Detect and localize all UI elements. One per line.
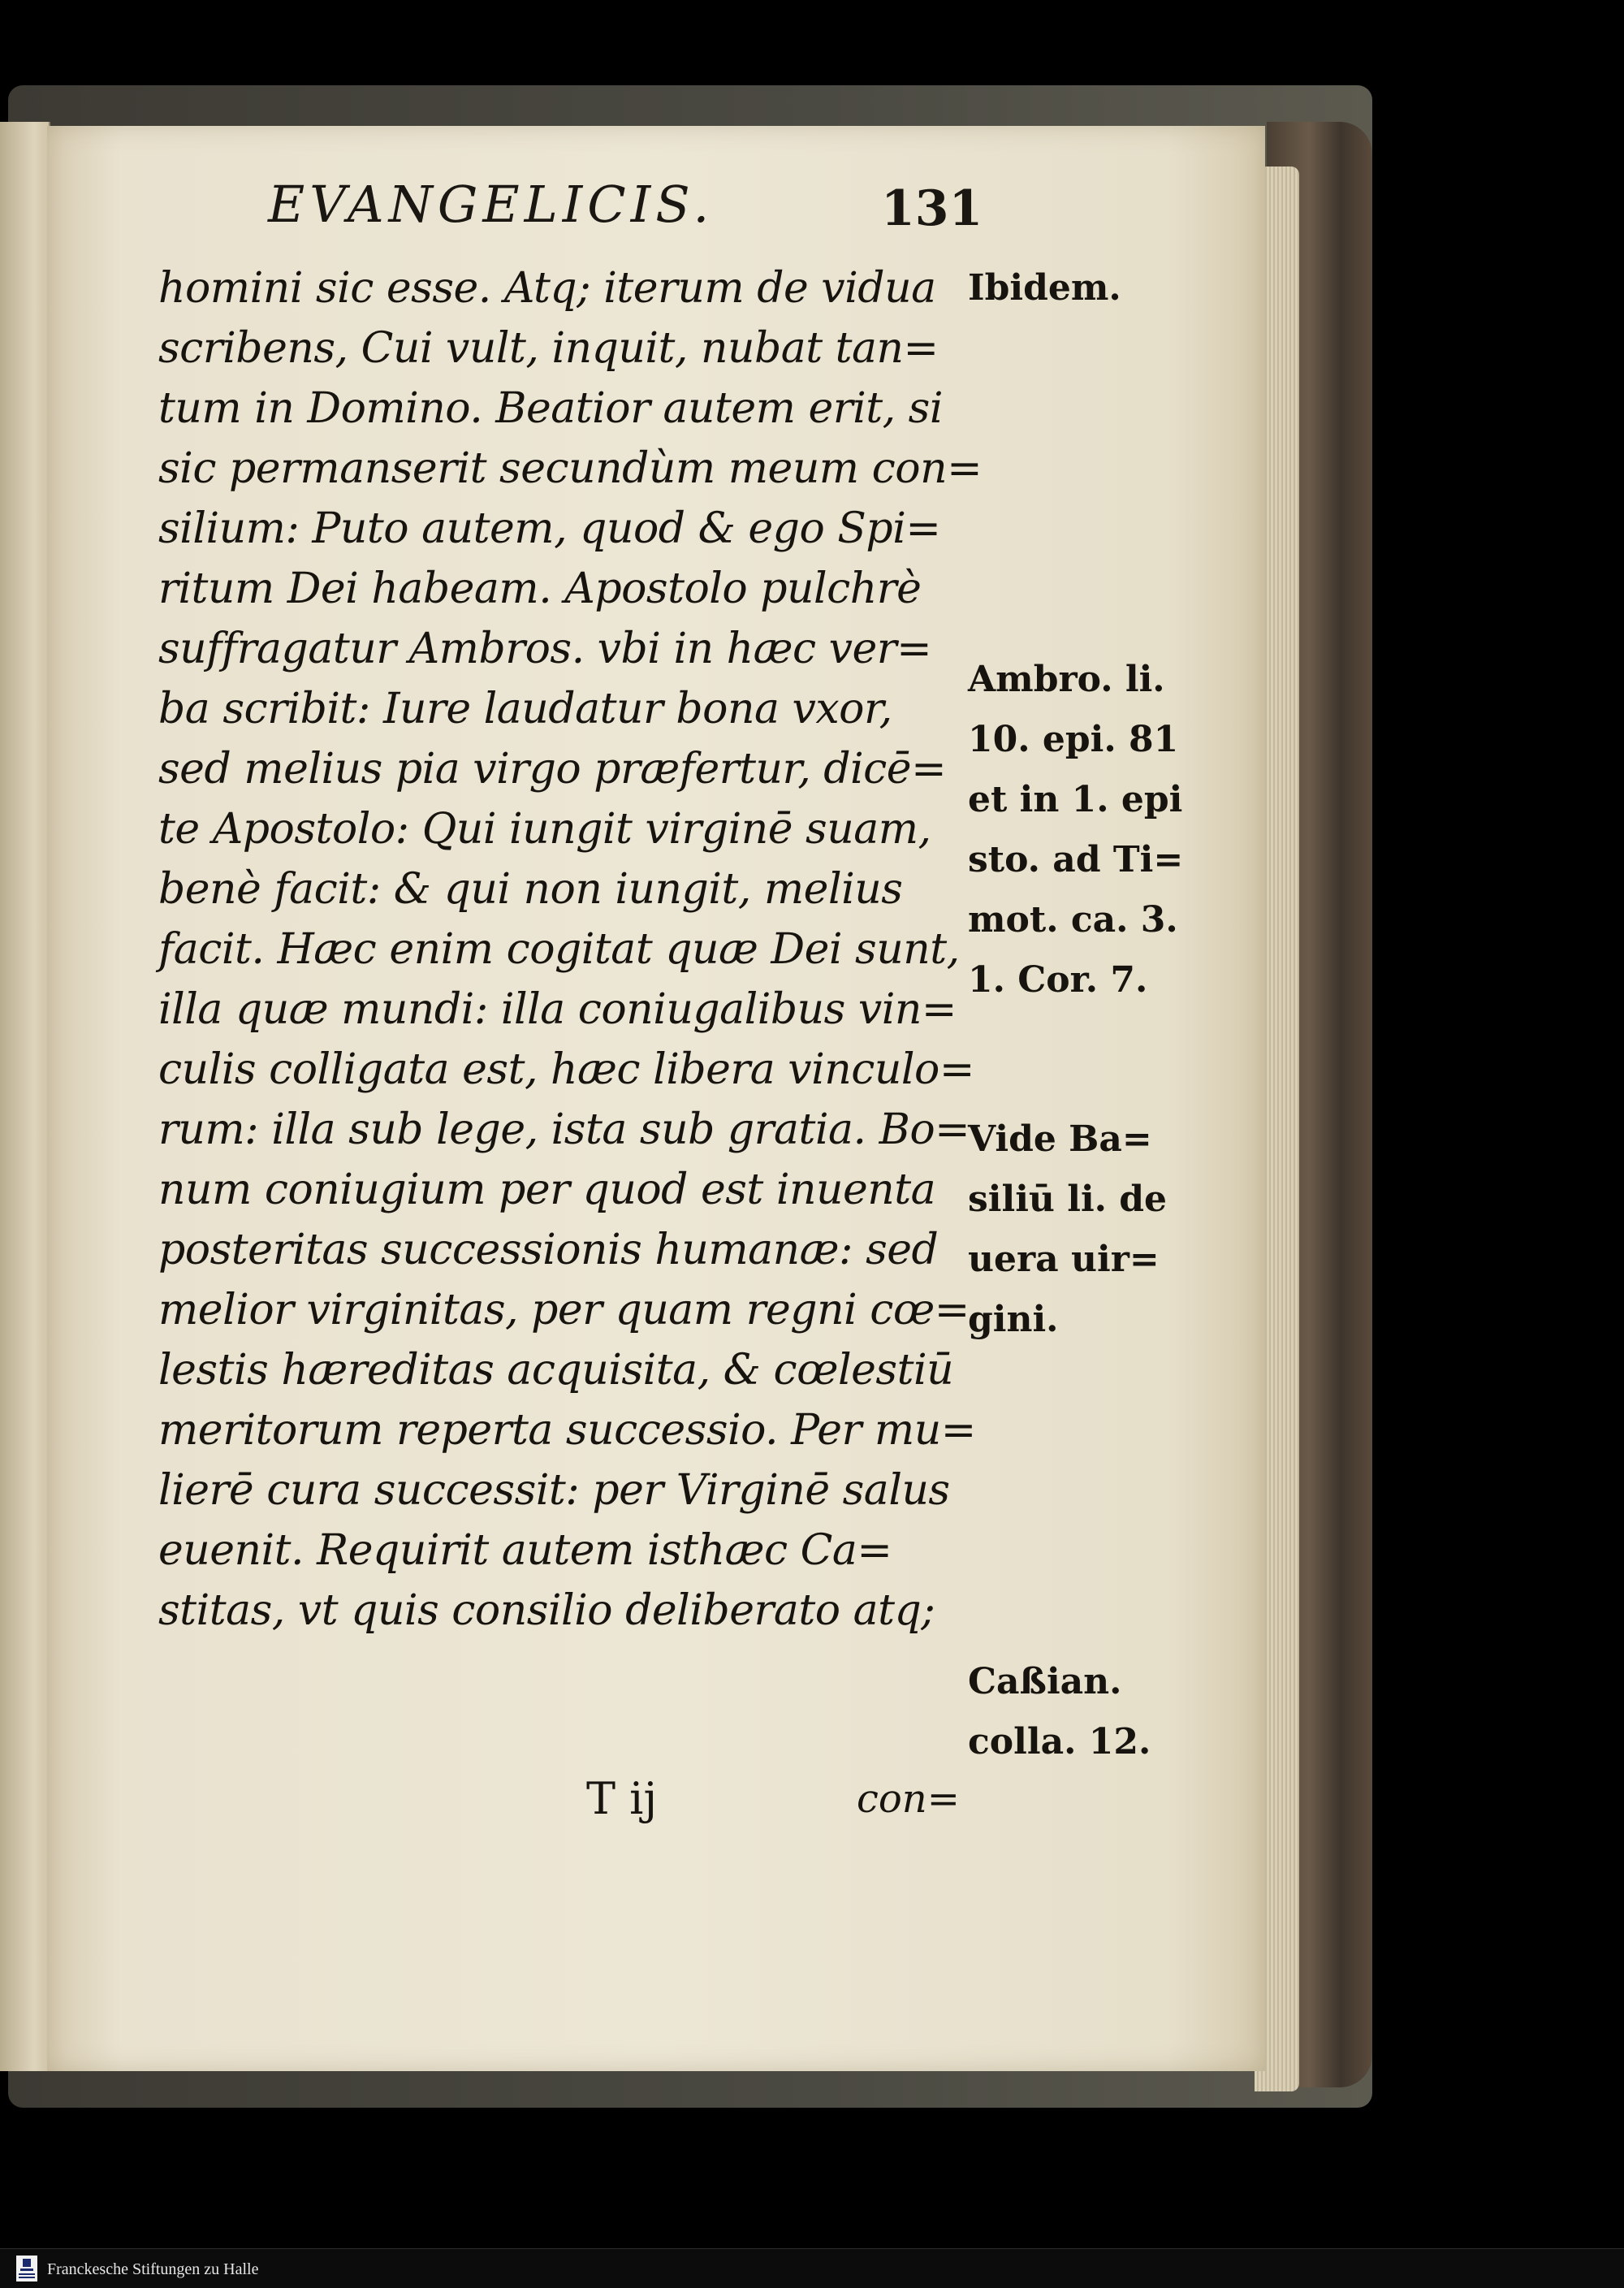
text-line: melior virginitas, per quam regni cœ= xyxy=(158,1286,970,1334)
catchword: con= xyxy=(857,1776,960,1822)
margin-note-line: Ibidem. xyxy=(968,267,1121,309)
margin-note-line: Ambro. li. xyxy=(968,659,1165,700)
margin-note-ibidem xyxy=(968,258,1203,318)
footer-credit: Franckesche Stiftungen zu Halle xyxy=(47,2260,259,2278)
margin-note-line: 1. Cor. 7. xyxy=(968,959,1148,1001)
text-line: illa quæ mundi: illa coniugalibus vin= xyxy=(158,985,957,1034)
main-text-block xyxy=(158,258,983,1641)
margin-note-line: Caßian. xyxy=(968,1661,1122,1702)
margin-note-basil xyxy=(968,1109,1203,1350)
text-line: benè facit: & qui non iungit, melius xyxy=(158,865,903,914)
institution-logo-icon xyxy=(15,2254,39,2283)
text-line: num coniugium per quod est inuenta xyxy=(158,1166,936,1214)
text-line: lestis hæreditas acquisita, & cœlestiū xyxy=(158,1346,954,1395)
margin-note-line: 10. epi. 81 xyxy=(968,719,1179,760)
text-line: suffragatur Ambros. vbi in hæc ver= xyxy=(158,625,932,673)
text-line: scribens, Cui vult, inquit, nubat tan= xyxy=(158,324,939,373)
margin-note-cassian xyxy=(968,1652,1203,1772)
footer-bar xyxy=(0,2248,1624,2288)
margin-note-line: et in 1. epi xyxy=(968,779,1183,820)
text-line: ritum Dei habeam. Apostolo pulchrè xyxy=(158,564,922,613)
margin-note-ambrose xyxy=(968,650,1203,1010)
text-line: te Apostolo: Qui iungit virginē suam, xyxy=(158,805,931,854)
margin-note-line: uera uir= xyxy=(968,1239,1160,1280)
text-line: sed melius pia virgo præfertur, dicē= xyxy=(158,745,947,794)
margin-note-line: Vide Ba= xyxy=(968,1118,1152,1160)
signature-mark: T ij xyxy=(586,1773,658,1824)
facing-page-edge xyxy=(0,122,50,2071)
text-line: lierē cura successit: per Virginē salus xyxy=(158,1466,950,1515)
text-line: meritorum reperta successio. Per mu= xyxy=(158,1406,976,1455)
page-number: 131 xyxy=(881,180,983,237)
text-line: facit. Hæc enim cogitat quæ Dei sunt, xyxy=(158,925,960,974)
text-line: homini sic esse. Atq; iterum de vidua xyxy=(158,264,936,313)
text-line: ba scribit: Iure laudatur bona vxor, xyxy=(158,685,892,733)
margin-note-line: sto. ad Ti= xyxy=(968,839,1184,880)
running-head: EVANGELICIS. xyxy=(268,175,715,234)
text-line: tum in Domino. Beatior autem erit, si xyxy=(158,384,943,433)
text-line: culis colligata est, hæc libera vinculo= xyxy=(158,1045,974,1094)
text-line: rum: illa sub lege, ista sub gratia. Bo= xyxy=(158,1105,970,1154)
text-line: silium: Puto autem, quod & ego Spi= xyxy=(158,504,941,553)
text-line: posteritas successionis humanæ: sed xyxy=(158,1226,939,1274)
margin-note-line: colla. 12. xyxy=(968,1721,1151,1762)
margin-note-line: gini. xyxy=(968,1299,1059,1340)
text-line: stitas, vt quis consilio deliberato atq; xyxy=(158,1586,935,1635)
text-line: sic permanserit secundùm meum con= xyxy=(158,444,983,493)
margin-note-line: siliū li. de xyxy=(968,1179,1168,1220)
margin-note-line: mot. ca. 3. xyxy=(968,899,1178,941)
text-line: euenit. Requirit autem isthæc Ca= xyxy=(158,1526,892,1575)
